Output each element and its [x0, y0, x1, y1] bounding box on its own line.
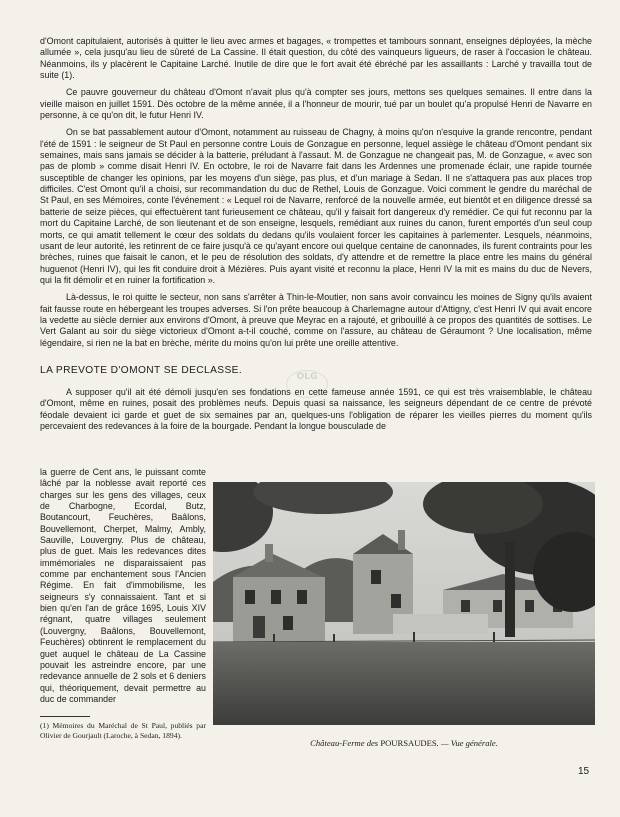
footnote-divider [40, 716, 90, 717]
left-column-text: la guerre de Cent ans, le puissant comte lâché par la noblesse avait reporté ces charges sur les gens des villages, ceux de Charbogne, Ecordal, Butz, Boutancourt, Feuchères, Baâlons, Bouvellemont, Cherpet, Malmy, Ambly, Sauville, Louvergny. Plus de château, plus de guet. Mais les redevances dites immémoriales ne disparaissaient pas comme par enchantement sous l'Ancien Régime. En fait d'immobilisme, les seigneurs s'y connaissaient. Tant et si bien qu'en l'an de grâce 1695, Louis XIV régnant, quatre villages seulement (Louvergny, Baâlons, Bouvellemont, Feuchères) obtinrent le remplacement du guet auquel le château de La Cassine pouvait les astreindre encore, par une redevance annuelle de 2 sols et 6 deniers qui, théoriquement, devait permettre au duc de commander [40, 467, 206, 704]
paragraph-3: On se bat passablement autour d'Omont, notamment au ruisseau de Chagny, à moins qu'on n'esquive la grande rencontre, pendant l'été de 1591 : le seigneur de St Paul en personne contre Louis de Gonzague en personne, lequel assiège le château d'Omont pendant six semaines, mais sans jamais se décider à la batterie, préludant à l'assaut. M. de Gonzague ne changeait pas, M. de Gonzague, « avec son pas de plomb » comme disait Henri IV. En octobre, le roi de Navarre fait dans les Ardennes une promenade éclair, une rapide tournée susceptible de changer les opinions, par les moyens d'un siège, pas plus, et d'un mariage à Sedan. Il ne s'attaquera pas aux places trop difficiles. C'est Omont qu'il a choisi, sur recommandation du duc de Rethel, Louis de Gonzague. Voici comment le gendre du maréchal de St Paul, en ses Mémoires, conte l'événement : « Lequel roi de Navarre, renforcé de la nouvelle armée, eut bientôt et en diligence dressé sa batterie de seize pièces, qui effectuèrent tant furieusement ce château, qu'il y faisait fort dangereux d'y remédier. Ce qui fut reconnu par la mort du Capitaine Larché, de son lieutenant et de son enseigne, lesquels, remédiant aux ruines du canon, furent emportés d'un seul coup morts, ce qui amatit tellement le cœur des soldats du dedans qu'ils voulaient forcer les capitaines à parlementer. Lesquels, néanmoins, usant de leur autorité, les retinrent de ce faire jusqu'à ce qu'ayant encore oui quelque centaine de canonnades, ils furent contraints pour les brèches, ruines que faisait le canon, et le peu de résolution des soldats, d'y attendre et de remettre la place entre les mains du général huguenot (Henri IV), qui les fit conduire droit à Mézières. Puis ayant visité et reconnu la place, Henri IV la mit es mains du duc de Nevers, qui la fit démolir et en ruiner la fortification ». [40, 127, 592, 285]
section-heading: LA PREVOTE D'OMONT SE DECLASSE. [40, 365, 243, 376]
photo-caption: Château-Ferme des POURSAUDES. — Vue générale. [310, 738, 498, 748]
caption-place-name: POURSAUDES [380, 738, 437, 748]
watermark-logo: OLG [286, 370, 328, 398]
paragraph-2: Ce pauvre gouverneur du château d'Omont n'avait plus qu'à compter ses jours, mettons ses quelques semaines. Il entre dans la vieille maison en juillet 1591. Dès octobre de la même année, il a l'honneur de mourir, tué par un boulet qu'a propulsé Henri de Navarre en personne, à ce qu'on dit, le futur Henri IV. [40, 87, 592, 121]
paragraph-4: Là-dessus, le roi quitte le secteur, non sans s'arrêter à Thin-le-Moutier, non sans avoir convaincu les moines de Signy qu'ils avaient fait fausse route en hébergeant les troupes adverses. Si l'on prête beaucoup à Charlemagne autour d'Attigny, c'est Henri IV qui avait encore la vedette au siècle dernier aux environs d'Omont, à preuve que Meyrac en a rajouté, et gribouillé à ce propos des quantités de sottises. Le Vert Galant au soir du siège victorieux d'Omont a-t-il couché, comme on l'assure, au château de Géraumont ? Une localisation, même légendaire, si rien ne la bat en brèche, mérite du moins qu'on lui prête une oreille attentive. [40, 292, 592, 348]
page-number: 15 [578, 766, 590, 777]
footnote: (1) Mémoires du Maréchal de St Paul, publiés par Olivier de Gourjault (Laroche, à Sedan, 1894). [40, 721, 206, 740]
paragraph-1: d'Omont capitulaient, autorisés à quitter le lieu avec armes et bagages, « trompettes et tambours sonnant, enseignes déployées, la mèche allumée », cela jusqu'au lieu de sûreté de La Cassine. Il était question, du côté des vainqueurs ligueurs, de raser à l'occasion le château. Néanmoins, ils y placèrent le Capitaine Larché. Inutile de dire que le fort avait été ébréché par les assaillants : Larché y travailla tout de suite (1). [40, 36, 592, 81]
paragraph-5: A supposer qu'il ait été démoli jusqu'en ses fondations en cette fameuse année 1591, ce qui est très vraisemblable, le château d'Omont, même en ruines, posait des problèmes neufs. Depuis quasi sa naissance, les seigneurs dépendant de ce centre de prévoté féodale devaient ici garde et guet de six semaines par an, quelques-uns l'obligation de réparer les vieilles pierres du moment qu'ils percevaient des redevances à la foire de la bourgade. Pendant la longue bousculade de [40, 387, 592, 431]
lower-paragraph [40, 387, 592, 432]
photo-farmhouse-icon [213, 482, 595, 725]
farmhouse-photo [213, 482, 595, 725]
top-text-block [40, 36, 592, 355]
